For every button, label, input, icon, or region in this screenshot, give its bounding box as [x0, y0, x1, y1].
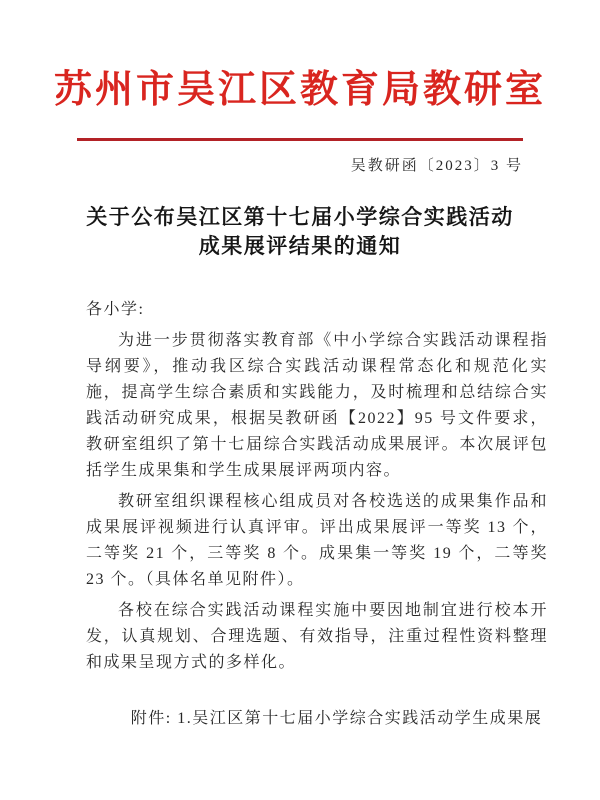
document-number: 吴教研函〔2023〕3 号 — [350, 158, 523, 174]
attachment-line: 附件: 1.吴江区第十七届小学综合实践活动学生成果展 — [130, 710, 543, 727]
salutation: 各小学: — [86, 301, 145, 318]
document-title — [0, 203, 600, 261]
document-title-line1: 关于公布吴江区第十七届小学综合实践活动 — [86, 205, 514, 229]
body-paragraph-3: 各校在综合实践活动课程实施中要因地制宜进行校本开发，认真规划、合理选题、有效指导，注重过程性资料整理和成果呈现方式的多样化。 — [86, 602, 548, 671]
document-title-line2: 成果展评结果的通知 — [198, 234, 402, 258]
body-paragraph-1: 为进一步贯彻落实教育部《中小学综合实践活动课程指导纲要》，推动我区综合实践活动课程常态化和规范化实施，提高学生综合素质和实践能力，及时梳理和总结综合实践活动研究成果，根据吴教研函【2022】95 号文件要求，教研室组织了第十七届综合实践活动成果展评。本次展评包括学生成果集和学生成果展评两项内容。 — [86, 332, 548, 479]
header-divider-rule — [77, 138, 523, 141]
body-paragraph-2: 教研室组织课程核心组成员对各校选送的成果集作品和成果展评视频进行认真评审。评出成果展评一等奖 13 个，二等奖 21 个，三等奖 8 个。成果集一等奖 19 个，二等奖 23 个。（具体名单见附件）。 — [86, 493, 548, 588]
document-body — [86, 297, 548, 732]
document-header-org-title: 苏州市吴江区教育局教研室 — [53, 69, 546, 111]
